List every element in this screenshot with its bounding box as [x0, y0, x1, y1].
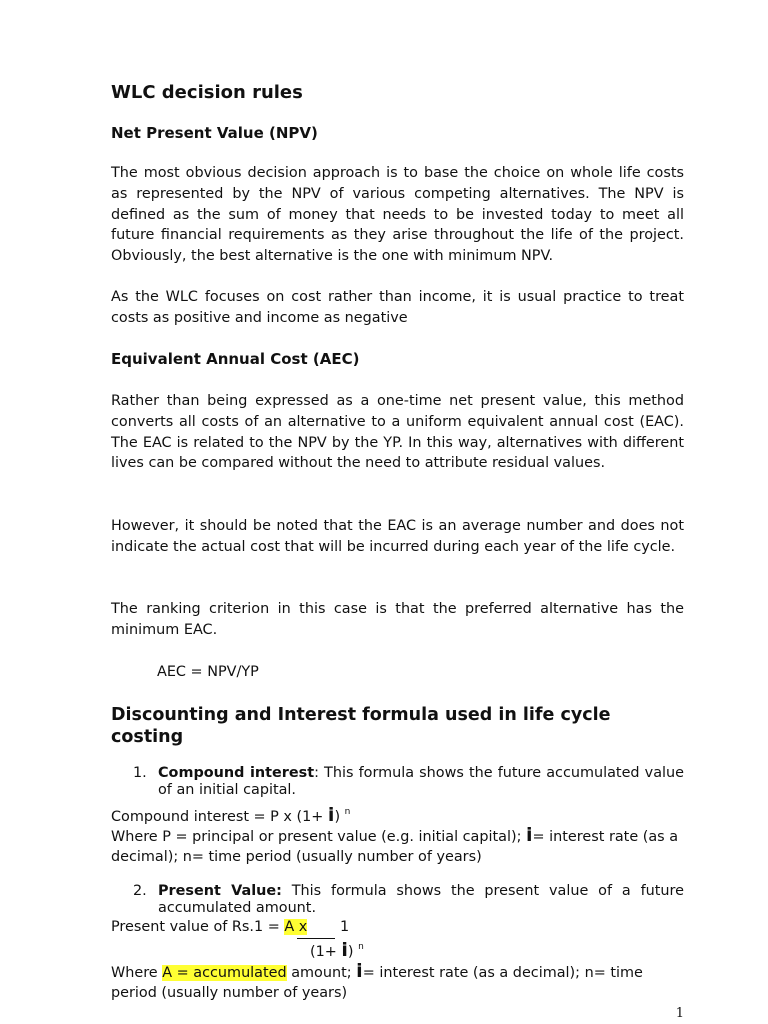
compound-interest-formula [111, 802, 684, 827]
fraction-denominator [310, 939, 364, 961]
compound-interest-description: : This formula shows the future accumulated value of an initial capital. [158, 765, 684, 798]
list-number: 1. [133, 765, 147, 781]
page-title: WLC decision rules [111, 82, 303, 103]
aec-paragraph-1: Rather than being expressed as a one-time net present value, this method converts all costs of an alternative to a uniform equivalent annual cost (EAC). The EAC is related to the NPV by the YP. In this way, alternatives with different lives can be compared without the need to attribute residual values. [111, 393, 684, 472]
fraction-numerator: 1 [340, 919, 350, 935]
exponent: n [344, 807, 351, 817]
where-text: = interest rate (as a decimal); n= time period (usually number of years) [111, 965, 643, 1001]
list-number: 2. [133, 883, 147, 899]
formula-text: Present value of Rs.1 = [111, 919, 285, 935]
aec-formula: AEC = NPV/YP [157, 664, 259, 680]
highlighted-text: A = accumulated [162, 965, 287, 981]
aec-heading: Equivalent Annual Cost (AEC) [111, 350, 360, 368]
exponent: n [358, 942, 364, 952]
term-compound-interest: Compound interest [158, 765, 315, 781]
highlighted-text: A x [284, 919, 308, 935]
present-value-where [111, 961, 684, 1003]
npv-paragraph-1: The most obvious decision approach is to base the choice on whole life costs as represented by the NPV of various competing alternatives. The NPV is defined as the sum of money that needs to be invested today to meet all future financial requirements as they arise throughout the life of the project. Obviously, the best alternative is the one with minimum NPV. [111, 165, 684, 265]
list-body [158, 765, 684, 799]
formula-text: ) [347, 944, 359, 960]
npv-heading: Net Present Value (NPV) [111, 124, 318, 142]
formula-text: Compound interest = P x (1+ [111, 809, 328, 825]
compound-interest-where [111, 825, 684, 867]
list-item-present-value [133, 883, 684, 917]
aec-paragraph-2: However, it should be noted that the EAC is an average number and does not indicate the actual cost that will be incurred during each year of the life cycle. [111, 518, 684, 555]
term-present-value: Present Value: [158, 883, 282, 899]
interest-symbol: i [356, 960, 363, 982]
where-text: Where [111, 965, 163, 981]
where-text: = interest rate (as a decimal); n= time period (usually number of years) [111, 829, 679, 865]
npv-paragraph-2: As the WLC focuses on cost rather than income, it is usual practice to treat costs as positive and income as negative [111, 289, 684, 326]
formula-text: ) [334, 809, 345, 825]
interest-symbol: i [341, 939, 348, 961]
where-text: Where P = principal or present value (e.g. initial capital); [111, 829, 527, 845]
where-text: amount; [286, 965, 357, 981]
interest-symbol: i [526, 824, 533, 846]
present-value-formula [111, 917, 307, 937]
aec-paragraph-3: The ranking criterion in this case is that the preferred alternative has the minimum EAC. [111, 601, 684, 638]
discounting-heading: Discounting and Interest formula used in life cycle costing [111, 705, 611, 747]
list-item-compound-interest [133, 765, 684, 799]
page-number: 1 [675, 1006, 684, 1021]
list-body [158, 883, 684, 917]
formula-text: (1+ [310, 944, 342, 960]
present-value-description: This formula shows the present value of a future accumulated amount. [158, 883, 684, 916]
interest-symbol: i [327, 804, 335, 826]
